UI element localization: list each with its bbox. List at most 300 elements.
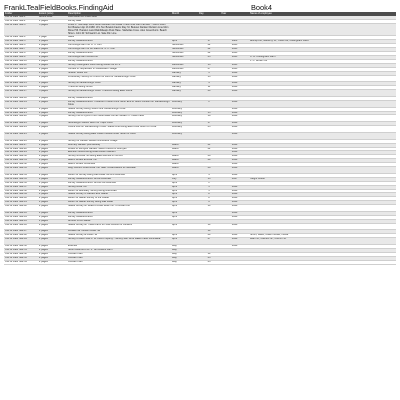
cell-month: April xyxy=(171,234,198,238)
cell-description: Corbett Pl. Expansion in Woodsbach Village xyxy=(67,67,171,71)
cell-extent: 2 pages xyxy=(38,201,67,205)
cell-description: Cummings Farm for S. H. Olin xyxy=(67,44,171,48)
cell-extent: 2 pages xyxy=(38,177,67,181)
cell-month: May xyxy=(171,245,198,249)
cell-year: 1996 xyxy=(220,82,249,86)
cell-description: Rose Hill Boundary Survey Along Rail Road xyxy=(67,189,171,193)
cell-extent: 2 pages xyxy=(38,223,67,230)
cell-year: 1996 xyxy=(220,215,249,219)
table-row[interactable] xyxy=(4,205,396,212)
cell-month: April xyxy=(171,185,198,189)
cell-description: Rose Hill Survey Along Rail Road: All ALL Assumed xyxy=(67,173,171,177)
cell-year: 1996 xyxy=(220,147,249,151)
column-header-month[interactable]: Month xyxy=(171,12,198,16)
cell-folder: CDHS Files Teal 41 xyxy=(4,201,38,205)
cell-description: survey measurements xyxy=(67,59,171,63)
finding-aid-table xyxy=(4,12,396,265)
cell-folder: CDHS Files Teal 36 xyxy=(4,181,38,185)
cell-extent: 2 pages xyxy=(38,100,67,107)
cell-extent: Bound book xyxy=(38,16,67,19)
cell-folder: CDHS Files Teal 16 xyxy=(4,86,38,90)
cell-description: Survey Cuttingham Farm Along Wood Lot for S. xyxy=(67,63,171,67)
cell-description: Stable Survey on Road to Rose Rose Hill. To Rosen Lot xyxy=(67,205,171,212)
cell-year: 1996 xyxy=(220,100,249,107)
cell-extent: 2 pages xyxy=(38,147,67,151)
cell-extent: 2 pages xyxy=(38,151,67,155)
cell-description: survey measurements. All ALL As Assumed xyxy=(67,181,171,185)
cell-description: Survey Rose Hill xyxy=(67,185,171,189)
cell-extent: 2 pages xyxy=(38,19,67,23)
book-label: Book4 xyxy=(251,3,272,12)
cell-employee xyxy=(249,115,396,122)
cell-description: survey measurements xyxy=(67,40,171,44)
cell-description: Stable Survey Along East Coast Hudson River South of Cove xyxy=(67,132,171,139)
cell-extent: 2 pages xyxy=(38,234,67,238)
cell-folder: CDHS Files Teal 34 xyxy=(4,173,38,177)
cell-description: Levels of Mortlyes Garden. Beech Levels of Mortlyes xyxy=(67,147,171,151)
cell-description: blank xyxy=(67,36,171,40)
cell-year: 1996 xyxy=(220,143,249,147)
cell-extent: 2 pages xyxy=(38,230,67,234)
cell-year: 1995 xyxy=(220,67,249,71)
cell-description: Chester Park xyxy=(67,260,171,264)
cell-description: survey measurements xyxy=(67,215,171,219)
cell-folder: CDHS Files Teal 3 xyxy=(4,23,38,36)
cell-description: survey data xyxy=(67,19,171,23)
cell-month: March xyxy=(171,147,198,151)
cell-description: survey measurements xyxy=(67,52,171,56)
cell-year: 1996 xyxy=(220,167,249,174)
cell-day: 11 xyxy=(198,86,220,90)
cell-day: 15 xyxy=(198,111,220,115)
document-title: FrankLTealFieldBooks.FindingAid xyxy=(4,3,114,12)
cell-year: 1995 xyxy=(220,52,249,56)
cell-folder: CDHS Files Teal 6 xyxy=(4,44,38,48)
cell-description: Shaffer Wood Lot xyxy=(67,71,171,75)
cell-month: April xyxy=(171,211,198,215)
cell-extent: 3 pages xyxy=(38,115,67,122)
cell-folder: CDHS Files Teal 50 xyxy=(4,245,38,249)
cell-folder: CDHS Files Teal 18 xyxy=(4,96,38,100)
cell-description: Location at Hudson Rose Hill xyxy=(67,230,171,234)
cell-folder: CDHS Files Teal 30 xyxy=(4,155,38,159)
cell-employee: Height house xyxy=(249,177,396,181)
table-body xyxy=(4,16,396,264)
cell-year: 1996 xyxy=(220,185,249,189)
cell-month: May xyxy=(171,252,198,256)
cell-extent: 2 pages xyxy=(38,193,67,197)
cell-description: Around Pond Stable xyxy=(67,219,171,223)
cell-month: April xyxy=(171,223,198,230)
cell-description: May, Asmuth Lows Rose Hill. Sale: Observations for Meridian xyxy=(67,167,171,174)
column-header-extent[interactable]: Extent (size) xyxy=(38,12,67,16)
cell-month: February xyxy=(171,111,198,115)
cell-year: 1996 xyxy=(220,238,249,245)
cell-extent: 2 pages xyxy=(38,155,67,159)
cell-employee xyxy=(249,205,396,212)
cell-employee xyxy=(249,100,396,107)
cell-month: November xyxy=(171,55,198,59)
cell-extent: 2 pages xyxy=(38,238,67,245)
cell-day: 13 xyxy=(198,177,220,181)
table-row[interactable] xyxy=(4,23,396,36)
cell-extent: 2 pages xyxy=(38,44,67,48)
cell-extent: 2 pages xyxy=(38,48,67,52)
cell-month xyxy=(171,23,198,36)
cell-description: survey measurements xyxy=(67,96,171,100)
cell-day: 22 xyxy=(198,48,220,52)
cell-folder: CDHS Files Teal 42 xyxy=(4,205,38,212)
table-row[interactable] xyxy=(4,223,396,230)
cell-extent: 2 pages xyxy=(38,96,67,100)
cell-month: April xyxy=(171,205,198,212)
cell-day: 8 xyxy=(198,193,220,197)
cell-day: 22 xyxy=(198,147,220,151)
cell-year: 1996 xyxy=(220,132,249,139)
cell-folder: CDHS Files Teal 13 xyxy=(4,71,38,75)
column-header-description[interactable]: Description xyxy=(67,12,171,16)
cell-month: April xyxy=(171,193,198,197)
cell-folder: CDHS Files Teal 40 xyxy=(4,197,38,201)
cell-year: 1996 xyxy=(220,205,249,212)
cell-day: 13 xyxy=(198,63,220,67)
table-row[interactable] xyxy=(4,126,396,133)
cell-day: 21 xyxy=(198,143,220,147)
cell-year: 1996 xyxy=(220,107,249,111)
cell-folder: CDHS Files Teal 46 xyxy=(4,223,38,230)
cell-month: April xyxy=(171,181,198,185)
cell-year: 1996 xyxy=(220,111,249,115)
cell-folder: CDHS Files Teal 54 xyxy=(4,260,38,264)
cell-extent: 2 pages xyxy=(38,86,67,90)
cell-folder: CDHS Files Teal 51 xyxy=(4,248,38,252)
cell-extent: 2 pages xyxy=(38,139,67,143)
cell-year: 1996 xyxy=(220,115,249,122)
cell-extent: 3 pages xyxy=(38,90,67,97)
cell-folder: CDHS Files Teal 47 xyxy=(4,230,38,234)
cell-folder: CDHS Files Teal 37 xyxy=(4,185,38,189)
cell-year xyxy=(220,260,249,264)
cell-year: 1996 xyxy=(220,193,249,197)
cell-employee xyxy=(249,167,396,174)
table-row[interactable] xyxy=(4,90,396,97)
cell-description: Stable Survey on Travel Farm to Hook Woods for Dickens xyxy=(67,223,171,230)
cell-folder: CDHS Files Teal 1 xyxy=(4,16,38,19)
cell-description: Rose Hill Stable Survey of the Grade xyxy=(67,197,171,201)
cell-extent: 2 pages xyxy=(38,248,67,252)
cell-folder: CDHS Files Teal 20 xyxy=(4,107,38,111)
cell-extent: 2 pages xyxy=(38,173,67,177)
cell-employee xyxy=(249,75,396,82)
cell-employee xyxy=(249,132,396,139)
cell-description: Preliminary Survey for Church of Lord for Vandenburgh Cove xyxy=(67,75,171,82)
cell-day: 5 xyxy=(198,185,220,189)
column-header-year[interactable]: Year xyxy=(220,12,249,16)
cell-month: July xyxy=(171,177,198,181)
cell-year: 1996 xyxy=(220,211,249,215)
cell-folder: CDHS Files Teal 24 xyxy=(4,126,38,133)
cell-extent: 2 pages xyxy=(38,40,67,44)
cell-description: Cummings Farm Wood Lot xyxy=(67,55,171,59)
cell-day xyxy=(198,23,220,36)
cell-extent: 2 pages xyxy=(38,111,67,115)
cell-employee xyxy=(249,126,396,133)
cell-employee xyxy=(249,223,396,230)
table-row[interactable] xyxy=(4,75,396,82)
cell-description: Morthey Garden (Birchwood) xyxy=(67,143,171,147)
cell-employee: Main St.; Cannon St.; Church St. xyxy=(249,238,396,245)
cell-month: January xyxy=(171,90,198,97)
cell-day: 28 xyxy=(198,167,220,174)
cell-description: Survey at Vandenburgh Cove. Thevenin Along East Shore xyxy=(67,90,171,97)
cell-description: Rose Hill Stable Survey Along Rail Road xyxy=(67,201,171,205)
cell-day: 28 xyxy=(198,155,220,159)
cell-day: 27 xyxy=(198,238,220,245)
cell-day: 13 xyxy=(198,75,220,82)
finding-aid-table-container xyxy=(4,12,396,265)
cell-folder: CDHS Files Teal 25 xyxy=(4,132,38,139)
cell-description: Stable Survey at Rose Hill xyxy=(67,234,171,238)
cell-month: December xyxy=(171,67,198,71)
cell-extent: 2 pages xyxy=(38,181,67,185)
cell-description: Cummings Farm of Mt Stairs for S. H. Olin xyxy=(67,48,171,52)
table-row[interactable] xyxy=(4,100,396,107)
cell-folder: CDHS Files Teal 45 xyxy=(4,219,38,223)
cell-day: 25 xyxy=(198,126,220,133)
cell-year: 1996 xyxy=(220,122,249,126)
cell-extent: 2 pages xyxy=(38,82,67,86)
cell-day: 14 xyxy=(198,223,220,230)
cell-extent: 2 pages xyxy=(38,67,67,71)
cell-day: 27 xyxy=(198,67,220,71)
cell-year: 1996 xyxy=(220,155,249,159)
cell-extent: 2 pages xyxy=(38,63,67,67)
cell-extent: 2 pages xyxy=(38,159,67,163)
cell-day: 14 xyxy=(198,230,220,234)
cell-month: February xyxy=(171,126,198,133)
cell-folder: CDHS Files Teal 15 xyxy=(4,82,38,86)
cell-folder: CDHS Files Teal 5 xyxy=(4,40,38,44)
cell-year: 1995 xyxy=(220,44,249,48)
cell-extent: 2 pages xyxy=(38,245,67,249)
cell-description: Check Line on Vandenburgh Cove. Stable Line Along East Cove South Of Cove xyxy=(67,126,171,133)
cell-year: 1995 xyxy=(220,55,249,59)
cell-description: Chester Park xyxy=(67,256,171,260)
cell-month: April xyxy=(171,189,198,193)
cell-extent: 2 pages xyxy=(38,211,67,215)
cell-extent: 2 pages xyxy=(38,52,67,56)
cell-extent: 1 page xyxy=(38,36,67,40)
cell-month: May xyxy=(171,248,198,252)
cell-year: 1996 xyxy=(220,159,249,163)
cell-folder: CDHS Files Teal 7 xyxy=(4,48,38,52)
cell-year: 1996 xyxy=(220,197,249,201)
cell-day: 14 xyxy=(198,252,220,256)
cell-employee: J. C. Brown Lot xyxy=(249,59,396,63)
cell-day: 3 xyxy=(198,71,220,75)
table-row[interactable] xyxy=(4,132,396,139)
cell-extent: 2 pages xyxy=(38,126,67,133)
cell-month: April xyxy=(171,197,198,201)
cell-year: 1986 xyxy=(220,40,249,44)
cell-description: survey measurements xyxy=(67,211,171,215)
cell-extent: 2 pages xyxy=(38,205,67,212)
cell-month: December xyxy=(171,63,198,67)
column-header-folder[interactable]: Folder xyxy=(4,12,38,16)
cell-extent: 2 pages xyxy=(38,189,67,193)
cell-month: April xyxy=(171,215,198,219)
cell-folder: CDHS Files Teal 28 xyxy=(4,147,38,151)
cell-day: 17 xyxy=(198,122,220,126)
cell-year: 1996 xyxy=(220,163,249,167)
cell-folder: CDHS Files Teal 10 xyxy=(4,59,38,63)
cell-day: 22 xyxy=(198,52,220,56)
cell-description: Survey of Red Hook F. W. Love Property - Survey with Lime Maker Land Fishmasta xyxy=(67,238,171,245)
cell-folder: CDHS Files Teal 8 xyxy=(4,52,38,56)
cell-description: South Bounds of W. L. Ten Broeck Farm xyxy=(67,248,171,252)
cell-extent: 2 pages xyxy=(38,167,67,174)
cell-folder: CDHS Files Teal 48 xyxy=(4,234,38,238)
cell-description: Beech Levels Continued xyxy=(67,163,171,167)
cell-folder: CDHS Files Teal 17 xyxy=(4,90,38,97)
cell-day: 5 xyxy=(198,189,220,193)
cell-folder: CDHS Files Teal 32 xyxy=(4,163,38,167)
cell-month: March xyxy=(171,155,198,159)
cell-year: 1996 xyxy=(220,75,249,82)
cell-description: survey measurements. Traverse in South Fork North End of South Cohesh on Vandenburgh Cove xyxy=(68,100,170,106)
cell-employee: C. B. Cuttingham Farm xyxy=(249,55,396,59)
cell-month: November xyxy=(171,44,198,48)
cell-month: May xyxy=(171,256,198,260)
cell-day: 29 xyxy=(198,234,220,238)
cell-day: 4 xyxy=(198,173,220,177)
cell-month: February xyxy=(171,107,198,111)
cell-folder: CDHS Files Teal 27 xyxy=(4,143,38,147)
cell-extent: 2 pages xyxy=(38,185,67,189)
cell-extent: 2 pages xyxy=(38,252,67,256)
table-row[interactable] xyxy=(4,260,396,264)
cell-day: 1 xyxy=(198,181,220,185)
cell-folder: CDHS Files Teal 12 xyxy=(4,67,38,71)
cell-month: February xyxy=(171,115,198,122)
table-row[interactable] xyxy=(4,115,396,122)
cell-folder: CDHS Files Teal 9 xyxy=(4,55,38,59)
cell-year: 1996 xyxy=(220,126,249,133)
cell-year: 1996 xyxy=(220,86,249,90)
cell-folder: CDHS Files Teal 2 xyxy=(4,19,38,23)
cell-month: April xyxy=(171,173,198,177)
cell-folder: CDHS Files Teal 33 xyxy=(4,167,38,174)
cell-month: February xyxy=(171,132,198,139)
cell-employee xyxy=(249,90,396,97)
cell-day: 25 xyxy=(198,260,220,264)
cell-description: Frank L. Teal Map 1988 South Boulder fire Break. Fresh Ana Sien Farmed. Thoren Farm For Bowser Ajo 1b 1968. W.L Ten Bowick Fawm Ray. M. Bulewn Darden Division Line Mon Rose Hill. Haratun Land Rabbitleaps Rust Hase. Stabolias Cove. Alex Greenhurst. Beach Shien. John W. Schwartz Lot. Sale Rd. Line. xyxy=(67,23,171,36)
cell-description: Extends xyxy=(67,245,171,249)
cell-year: 1995 xyxy=(220,48,249,52)
cell-month: March xyxy=(171,159,198,163)
cell-day: 1 xyxy=(198,100,220,107)
cell-folder: CDHS Files Teal 49 xyxy=(4,238,38,245)
cell-folder: CDHS Files Teal 29 xyxy=(4,151,38,155)
cell-folder: CDHS Files Teal 11 xyxy=(4,63,38,67)
column-header-employee[interactable]: Name of employee xyxy=(249,12,396,16)
cell-year: 1995 xyxy=(220,63,249,67)
cell-folder: CDHS Files Teal 31 xyxy=(4,159,38,163)
cell-folder: CDHS Files Teal 38 xyxy=(4,189,38,193)
cell-employee xyxy=(249,23,396,36)
cell-extent: 2 pages xyxy=(38,256,67,260)
cell-employee: Bishop Lot; Mulberry St.; Cove Lot; Cuttingham Land xyxy=(249,40,396,44)
cell-folder: CDHS Files Teal 4 xyxy=(4,36,38,40)
cell-day: 8 xyxy=(198,197,220,201)
cell-extent: 2 pages xyxy=(38,197,67,201)
cell-day: 18 xyxy=(198,115,220,122)
cell-day: 29 xyxy=(198,159,220,163)
cell-month: February xyxy=(171,122,198,126)
cell-day: 25 xyxy=(198,256,220,260)
cell-folder: CDHS Files Teal 26 xyxy=(4,139,38,143)
cell-month: November xyxy=(171,48,198,52)
cell-description: survey measurements. All As Assumed xyxy=(67,177,171,181)
column-header-day[interactable]: Day xyxy=(198,12,220,16)
table-row[interactable] xyxy=(4,238,396,245)
cell-description: Chester Park xyxy=(67,252,171,256)
cell-day: 10 xyxy=(198,205,220,212)
cell-day: 9 xyxy=(198,201,220,205)
cell-folder: CDHS Files Teal 19 xyxy=(4,100,38,107)
cell-employee: Smith; Walts; Coach house; house xyxy=(249,234,396,238)
cell-extent: 2 pages xyxy=(38,75,67,82)
cell-extent: 2 pages xyxy=(38,132,67,139)
cell-month: March xyxy=(171,143,198,147)
cell-extent: 2 pages xyxy=(38,143,67,147)
cell-folder: CDHS Files Teal 53 xyxy=(4,256,38,260)
cell-description: Thevenin Along Shore xyxy=(67,86,171,90)
cell-day xyxy=(198,132,220,139)
cell-description: Survey Lot for Lynch From South East Corner William H. Heller Lane xyxy=(67,115,171,122)
cell-year: 1997 xyxy=(220,177,249,181)
cell-description: Stable Survey in Garden and Stable xyxy=(67,193,171,197)
sheet-header xyxy=(4,3,396,12)
cell-folder: CDHS Files Teal 14 xyxy=(4,75,38,82)
cell-description: Election Levels Along Road Rosen Garden xyxy=(67,151,171,155)
cell-year: 1996 xyxy=(220,173,249,177)
cell-folder: CDHS Files Teal 23 xyxy=(4,122,38,126)
cell-year: 1996 xyxy=(220,151,249,155)
cell-month: January xyxy=(171,71,198,75)
cell-extent: 2 pages xyxy=(38,71,67,75)
cell-description: Survey for Delbert Decker Rhinebeck Village xyxy=(67,139,171,143)
cell-month: March xyxy=(171,167,198,174)
cell-month: November xyxy=(171,52,198,56)
cell-month: February xyxy=(171,100,198,107)
cell-year: 1996 xyxy=(220,71,249,75)
cell-folder: CDHS Files Teal 39 xyxy=(4,193,38,197)
cell-day: 17 xyxy=(198,40,220,44)
table-row[interactable] xyxy=(4,167,396,174)
cell-extent: 2 pages xyxy=(38,215,67,219)
cell-month: April xyxy=(171,238,198,245)
cell-folder: CDHS Files Teal 21 xyxy=(4,111,38,115)
cell-year: 1996 xyxy=(220,245,249,249)
cell-month: March xyxy=(171,163,198,167)
cell-day: 20 xyxy=(198,90,220,97)
cell-folder: CDHS Files Teal 43 xyxy=(4,211,38,215)
cell-extent: 2 pages xyxy=(38,107,67,111)
cell-description: Field Book MC 1988-1990 xyxy=(67,16,171,19)
cell-month: May xyxy=(171,260,198,264)
cell-month: April xyxy=(171,201,198,205)
